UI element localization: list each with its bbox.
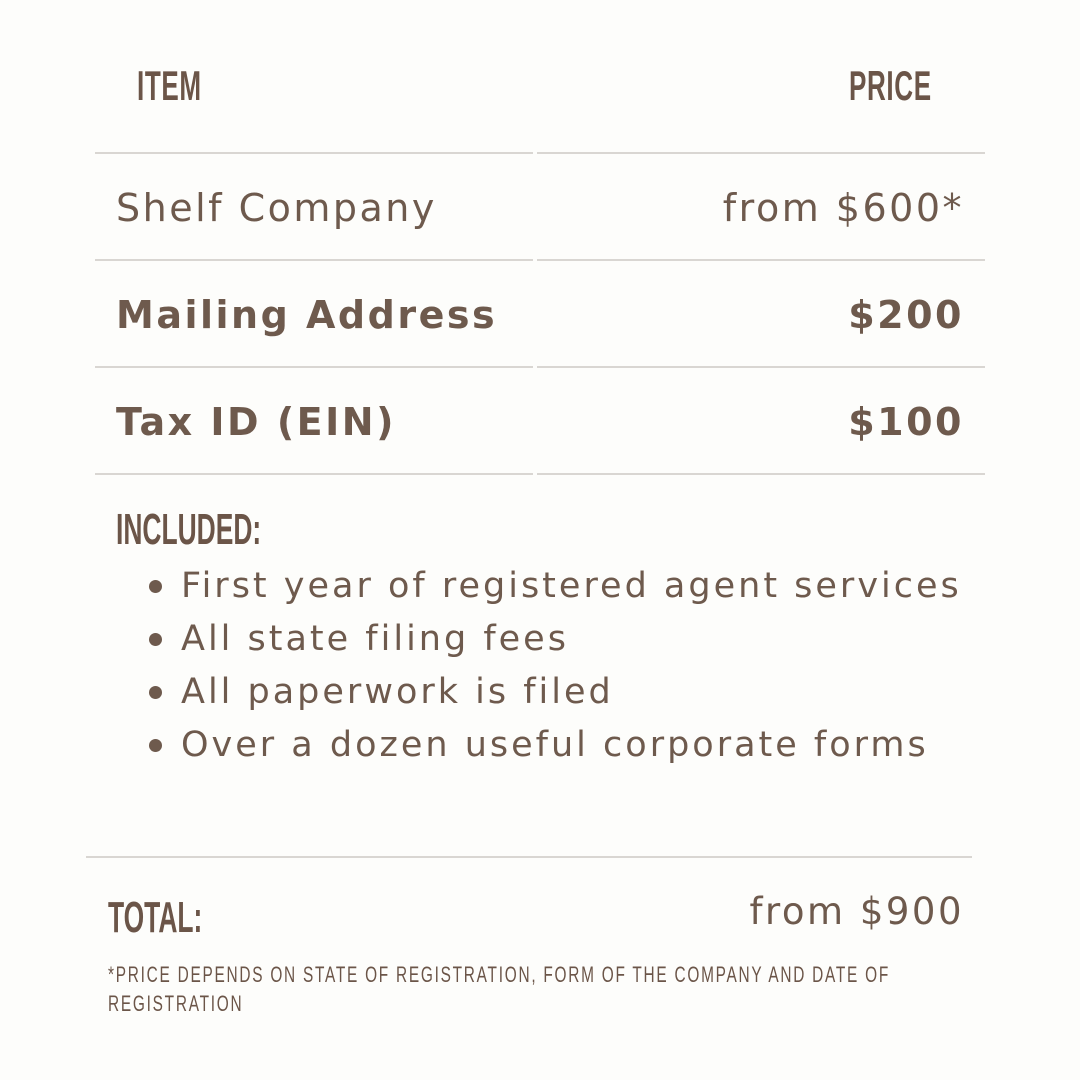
row-price-tax-id: $100: [848, 400, 964, 444]
divider: [537, 259, 985, 261]
divider: [95, 473, 533, 475]
divider: [95, 259, 533, 261]
divider: [537, 152, 985, 154]
total-label: TOTAL:: [108, 893, 203, 942]
item-column-header: ITEM: [137, 62, 202, 109]
list-item: [145, 719, 1005, 772]
row-price-shelf-company: from $600*: [722, 186, 964, 230]
divider: [86, 856, 972, 858]
list-item: [145, 613, 1005, 666]
price-footnote: *PRICE DEPENDS ON STATE OF REGISTRATION, FORM OF THE COMPANY AND DATE OF REGISTRATION: [108, 962, 890, 1016]
divider: [95, 366, 533, 368]
list-item: [145, 666, 1005, 719]
divider: [537, 473, 985, 475]
bullet-icon: [149, 739, 162, 752]
row-item-mailing-address: Mailing Address: [116, 293, 498, 337]
list-item-text: All state filing fees: [181, 619, 569, 659]
included-list: [145, 560, 1005, 772]
list-item-text: Over a dozen useful corporate forms: [181, 725, 929, 765]
bullet-icon: [149, 633, 162, 646]
divider: [95, 152, 533, 154]
price-column-header: PRICE: [849, 62, 932, 109]
row-item-tax-id: Tax ID (EIN): [116, 400, 396, 444]
bullet-icon: [149, 580, 162, 593]
list-item: [145, 560, 1005, 613]
divider: [537, 366, 985, 368]
included-heading: INCLUDED:: [116, 505, 262, 554]
list-item-text: First year of registered agent services: [181, 566, 962, 606]
list-item-text: All paperwork is filed: [181, 672, 614, 712]
bullet-icon: [149, 686, 162, 699]
row-item-shelf-company: Shelf Company: [116, 186, 437, 230]
total-value: from $900: [749, 890, 964, 933]
row-price-mailing-address: $200: [848, 293, 964, 337]
